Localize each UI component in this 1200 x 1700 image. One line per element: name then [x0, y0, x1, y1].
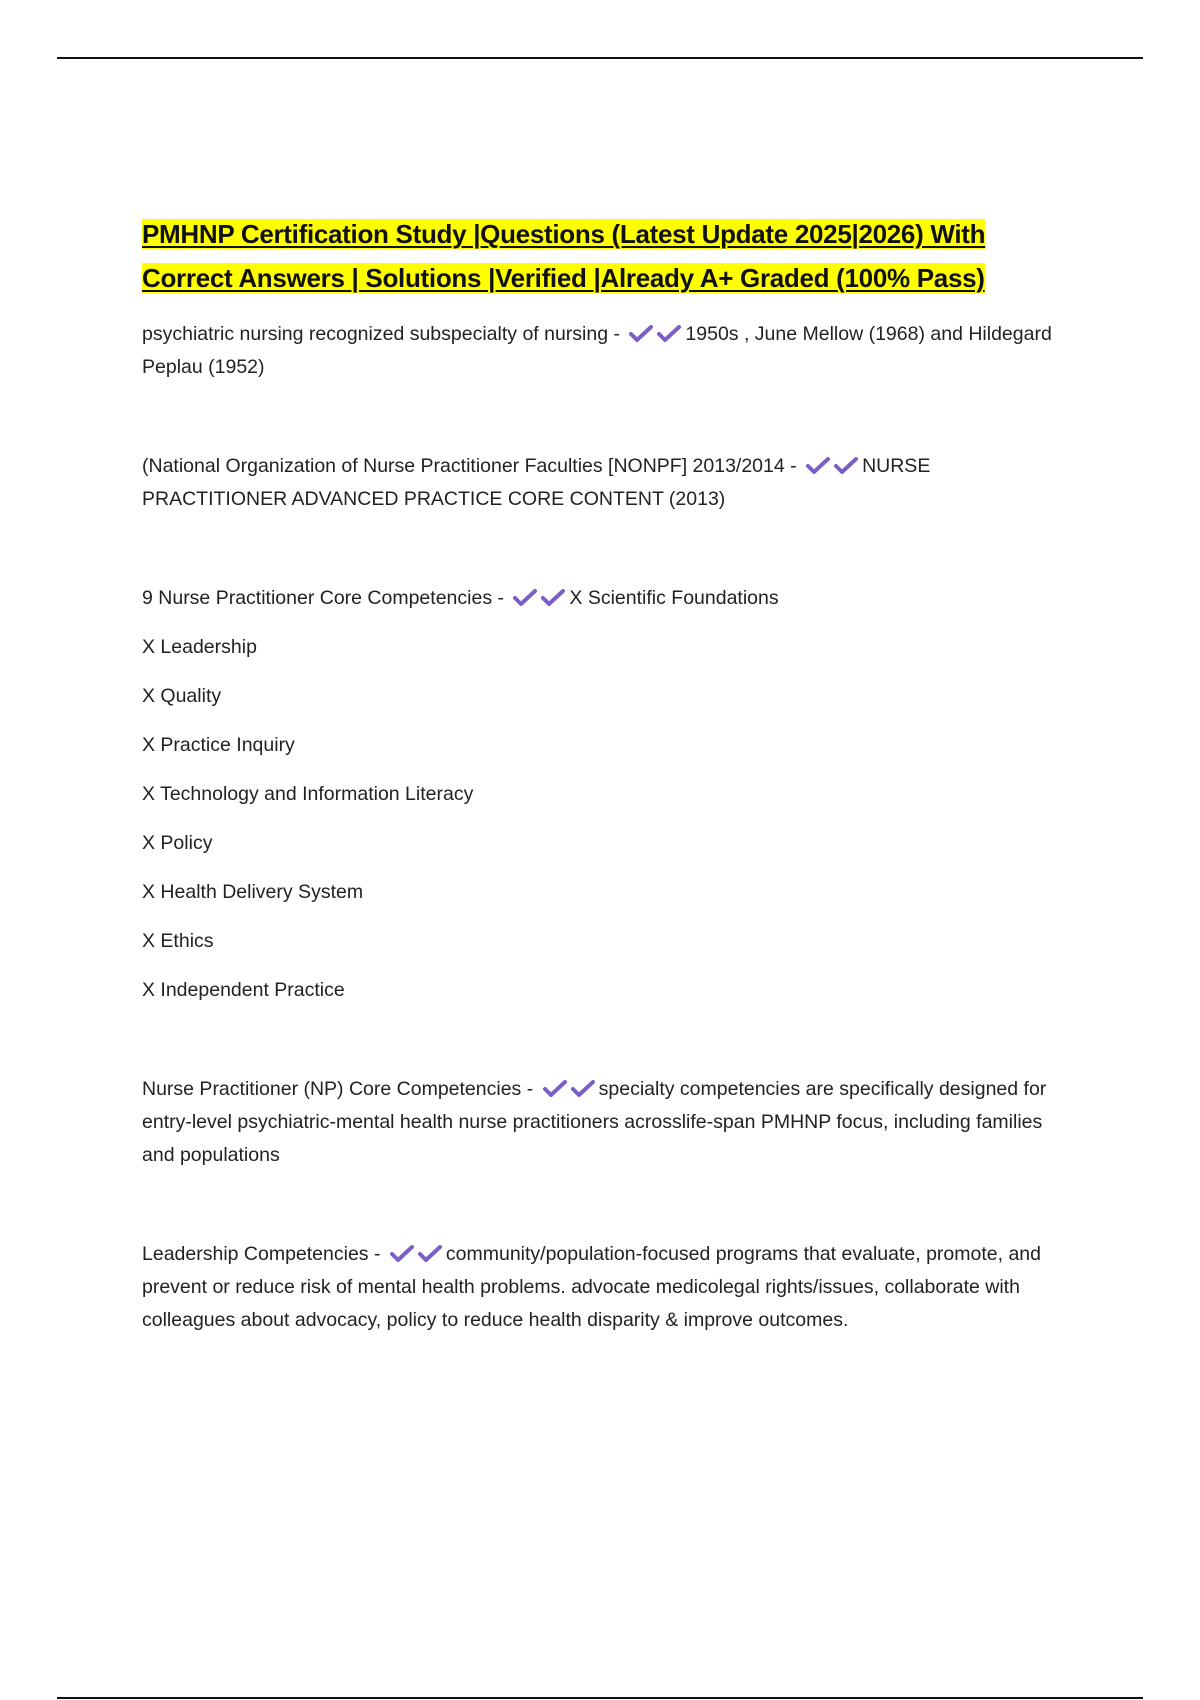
answer-text: community/population-focused programs that evaluate, promote, and prevent or reduce risk of mental health problems. advocate medicolegal rights/issues, collaborate with colleagues about advocacy, policy to reduce health disparity & improve outcomes.: [142, 1243, 1041, 1331]
qa-item: [142, 1238, 1062, 1337]
question-text: 9 Nurse Practitioner Core Competencies -: [142, 587, 510, 609]
answer-text: 1950s , June Mellow (1968) and Hildegard Peplau (1952): [142, 323, 1052, 378]
answer-text: specialty competencies are specifically designed for entry-level psychiatric-mental health nurse practitioners acrosslife-span PMHNP focus, including families and populations: [142, 1078, 1047, 1166]
question-text: psychiatric nursing recognized subspecialty of nursing -: [142, 323, 626, 345]
document-title: [142, 212, 1062, 300]
question-text: (National Organization of Nurse Practitioner Faculties [NONPF] 2013/2014 -: [142, 455, 803, 477]
list-item: X Quality: [142, 685, 222, 707]
checkmark-icon: [571, 1078, 595, 1098]
document-body: [142, 212, 1062, 1337]
title-highlight: PMHNP Certification Study |Questions (Latest Update 2025|2026) With Correct Answers | Solutions |Verified |Already A+ Graded (100% Pass): [142, 219, 986, 293]
qa-item: [142, 582, 1062, 615]
qa-item: [142, 450, 1062, 516]
answer-text: NURSE PRACTITIONER ADVANCED PRACTICE CORE CONTENT (2013): [142, 455, 931, 510]
qa-item-with-list: [142, 582, 1062, 1007]
checkmark-icon: [806, 455, 830, 475]
checkmark-icon: [629, 323, 653, 343]
checkmark-icon: [418, 1243, 442, 1263]
question-text: Nurse Practitioner (NP) Core Competencies -: [142, 1078, 539, 1100]
list-item: X Policy: [142, 832, 213, 854]
checkmark-icon: [834, 455, 858, 475]
answer-text: X Scientific Foundations: [569, 587, 779, 609]
list-item: X Health Delivery System: [142, 881, 364, 903]
checkmark-icon: [390, 1243, 414, 1263]
top-divider: [57, 57, 1143, 59]
qa-item: [142, 1073, 1062, 1172]
question-text: Leadership Competencies -: [142, 1243, 386, 1265]
list-item: X Leadership: [142, 636, 257, 658]
list-item: X Ethics: [142, 930, 214, 952]
checkmark-icon: [513, 587, 537, 607]
list-item: X Practice Inquiry: [142, 734, 295, 756]
list-item: X Independent Practice: [142, 979, 345, 1001]
bottom-divider: [57, 1697, 1143, 1699]
checkmark-icon: [657, 323, 681, 343]
checkmark-icon: [541, 587, 565, 607]
list-item: X Technology and Information Literacy: [142, 783, 474, 805]
qa-item: [142, 318, 1062, 384]
checkmark-icon: [543, 1078, 567, 1098]
